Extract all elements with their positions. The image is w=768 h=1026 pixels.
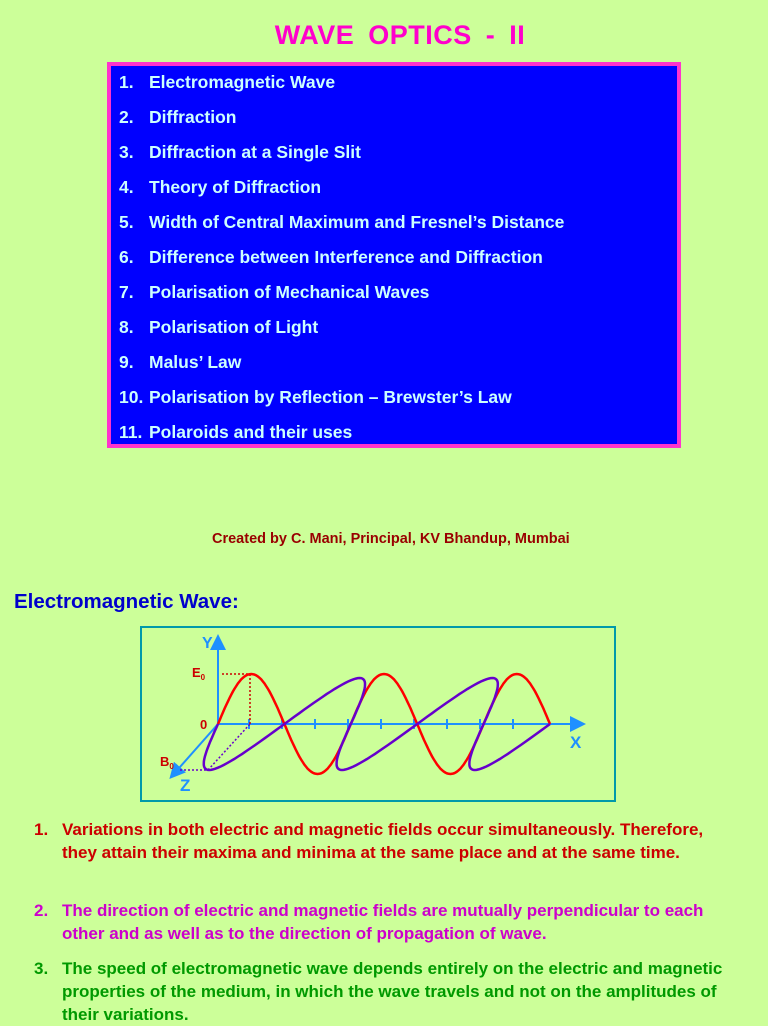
z-axis [172,724,218,776]
toc-item [119,247,543,268]
point-text: The speed of electromagnetic wave depends entirely on the electric and magnetic properties of the medium, in which the wave travels and not on the amplitudes of their variations. [62,959,723,1024]
toc-item-label: Width of Central Maximum and Fresnel’s Distance [149,212,565,232]
point-number: 2. [34,901,49,920]
toc-item-number: 4. [119,177,134,197]
toc-item-number: 7. [119,282,134,302]
toc-item [119,142,361,163]
list-item [34,957,734,1026]
toc-item-number: 6. [119,247,134,267]
toc-item-label: Polarisation of Light [149,317,319,337]
toc-item [119,317,318,338]
toc-item-number: 3. [119,142,134,162]
list-item [34,899,734,945]
toc-item-number: 1. [119,72,134,92]
toc-item [119,212,564,233]
x-axis-label: X [570,733,582,752]
e0-label [192,665,206,682]
toc-item-number: 9. [119,352,134,372]
toc-item [119,107,237,128]
b0-label [160,754,174,771]
toc-item-label: Malus’ Law [149,352,242,372]
toc-item-number: 11. [119,422,143,442]
z-axis-label: Z [180,776,191,795]
y-axis-label: Y [202,635,213,652]
origin-label: 0 [200,717,208,732]
toc-item [119,422,352,443]
toc-item [119,387,512,408]
toc-item [119,177,321,198]
list-item [34,818,734,864]
toc-item-label: Diffraction at a Single Slit [149,142,361,162]
toc-item-number: 10. [119,387,144,407]
toc-item-number: 2. [119,107,134,127]
point-text: The direction of electric and magnetic fields are mutually perpendicular to each other and as well as to the direction of propagation of wave. [62,901,704,943]
point-number: 1. [34,820,49,839]
toc-item [119,352,241,373]
b0-subscript: 0 [169,762,174,771]
author-credit: Created by C. Mani, Principal, KV Bhandup, Mumbai [212,531,570,547]
toc-item-number: 8. [119,317,134,337]
point-text: Variations in both electric and magnetic fields occur simultaneously. Therefore, they attain their maxima and minima at the same place and at the same time. [62,820,704,862]
section-heading: Electromagnetic Wave: [14,590,239,613]
point-number: 3. [34,959,49,978]
table-of-contents [107,62,681,448]
em-wave-diagram [140,626,616,802]
toc-item-label: Difference between Interference and Diffraction [149,247,543,267]
em-wave-svg [142,628,614,800]
toc-item [119,282,429,303]
toc-item-label: Theory of Diffraction [149,177,322,197]
toc-item-number: 5. [119,212,134,232]
toc-item-label: Diffraction [149,107,237,127]
toc-item [119,72,335,93]
toc-item-label: Polarisation of Mechanical Waves [149,282,430,302]
page-title: WAVE OPTICS - II [274,20,526,50]
toc-item-label: Polaroids and their uses [149,422,353,442]
e0-subscript: 0 [200,673,206,682]
toc-item-label: Electromagnetic Wave [149,72,336,92]
b0-letter: B [160,754,170,769]
toc-item-label: Polarisation by Reflection – Brewster’s Law [149,387,512,407]
e0-letter: E [192,665,201,680]
